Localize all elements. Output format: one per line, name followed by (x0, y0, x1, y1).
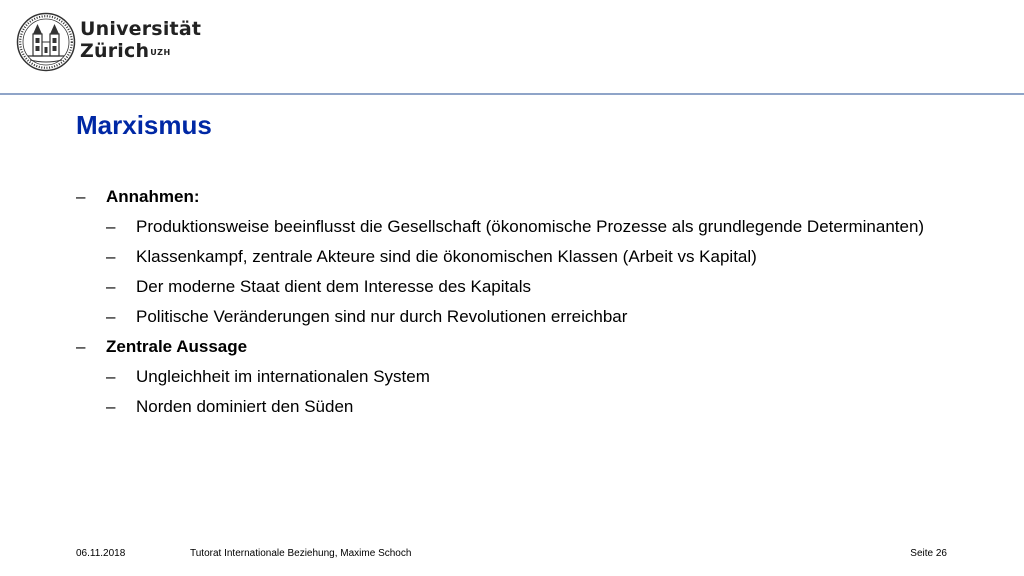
slide-title: Marxismus (76, 110, 212, 140)
bullet-dash: – (106, 397, 116, 416)
bullet-text: Zentrale Aussage (106, 337, 248, 356)
university-name-line2 (80, 40, 201, 62)
bullet-item (76, 186, 956, 207)
bullet-dash: – (106, 367, 116, 386)
university-abbreviation: UZH (150, 48, 171, 57)
header-divider (0, 93, 1024, 95)
sub-bullet-item (106, 306, 956, 327)
bullet-text: Norden dominiert den Süden (136, 397, 354, 416)
bullet-text: Der moderne Staat dient dem Interesse des Kapitals (136, 277, 531, 296)
uzh-seal-icon (16, 12, 76, 72)
sub-bullet-item (106, 216, 956, 237)
bullet-text: Klassenkampf, zentrale Akteure sind die ökonomischen Klassen (Arbeit vs Kapital) (136, 247, 757, 266)
footer-date: 06.11.2018 (76, 548, 126, 559)
university-wordmark (80, 18, 201, 62)
bullet-dash: – (106, 247, 116, 266)
bullet-dash: – (106, 307, 116, 326)
bullet-list (76, 186, 956, 426)
bullet-dash: – (76, 187, 86, 206)
sub-bullet-item (106, 246, 956, 267)
bullet-text: Ungleichheit im internationalen System (136, 367, 430, 386)
bullet-dash: – (76, 337, 86, 356)
sub-bullet-item (106, 366, 956, 387)
university-name-line1: Universität (80, 18, 202, 40)
footer-title: Tutorat Internationale Beziehung, Maxime Schoch (190, 548, 412, 559)
sub-bullet-item (106, 396, 956, 417)
bullet-dash: – (106, 217, 116, 236)
bullet-text: Politische Veränderungen sind nur durch Revolutionen erreichbar (136, 307, 628, 326)
bullet-text: Produktionsweise beeinflusst die Gesellschaft (ökonomische Prozesse als grundlegende Determinanten) (136, 217, 925, 236)
sub-bullet-item (106, 276, 956, 297)
page-number: Seite 26 (910, 548, 947, 559)
bullet-text: Annahmen: (106, 187, 200, 206)
bullet-dash: – (106, 277, 116, 296)
bullet-item (76, 336, 956, 357)
university-city: Zürich (80, 40, 150, 62)
